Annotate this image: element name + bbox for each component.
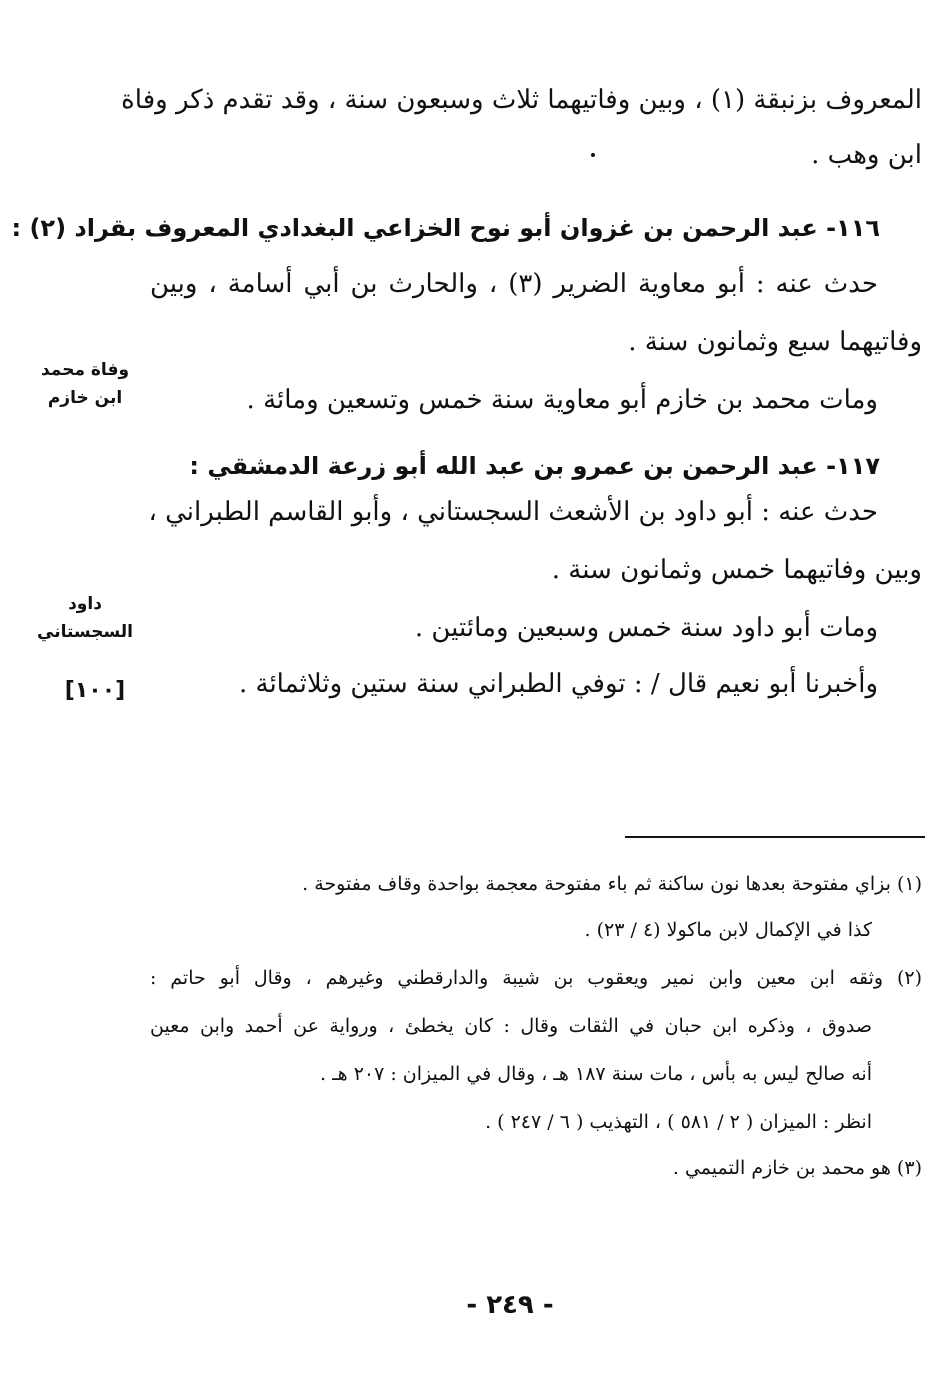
footnote-2-line-1: (٢) وثقه ابن معين وابن نمير ويعقوب بن شيبة والدارقطني وغيرهم ، وقال أبو حاتم :: [150, 967, 922, 989]
margin-note-2-line-1: داود: [68, 594, 102, 614]
margin-note-death-muhammad: [20, 356, 150, 412]
entry-heading-117: ١١٧- عبد الرحمن بن عمرو بن عبد الله أبو زرعة الدمشقي :: [189, 452, 880, 480]
stray-dot: [591, 153, 595, 157]
footnote-separator: [625, 836, 925, 838]
body-line-4: وفاتيهما سبع وثمانون سنة .: [628, 327, 922, 357]
margin-note-1-line-1: وفاة محمد: [40, 360, 130, 380]
margin-note-2-line-2: السجستاني: [37, 622, 133, 642]
margin-note-dawud: [20, 590, 150, 646]
footnote-2-line-3: أنه صالح ليس به بأس ، مات سنة ١٨٧ هـ ، وقال في الميزان : ٢٠٧ هـ .: [319, 1063, 872, 1085]
entry-heading-116: ١١٦- عبد الرحمن بن غزوان أبو نوح الخزاعي البغدادي المعروف بقراد (٢) :: [11, 214, 880, 242]
manuscript-folio-marker: [١٠٠]: [64, 678, 126, 703]
footnote-3-line-1: (٣) هو محمد بن خازم التميمي .: [672, 1157, 922, 1179]
body-line-6: حدث عنه : أبو داود بن الأشعث السجستاني ، وأبو القاسم الطبراني ،: [148, 497, 878, 527]
footnote-2-line-2: صدوق ، وذكره ابن حبان في الثقات وقال : كان يخطئ ، ورواية عن أحمد وابن معين: [150, 1015, 872, 1037]
body-line-8: ومات أبو داود سنة خمس وسبعين ومائتين .: [414, 613, 878, 643]
body-line-7: وبين وفاتيهما خمس وثمانون سنة .: [551, 555, 922, 585]
body-line-2: ابن وهب .: [811, 140, 922, 170]
page-number: - ٢٤٩ -: [466, 1290, 554, 1320]
footnote-1-line-2: كذا في الإكمال لابن ماكولا (٤ / ٢٣) .: [584, 919, 872, 941]
margin-note-1-line-2: ابن خازم: [47, 388, 123, 408]
body-line-9: وأخبرنا أبو نعيم قال / : توفي الطبراني سنة ستين وثلاثمائة .: [238, 669, 878, 699]
footnote-2-line-4: انظر : الميزان ( ٢ / ٥٨١ ) ، التهذيب ( ٦ / ٢٤٧ ) .: [485, 1111, 872, 1133]
body-line-3: حدث عنه : أبو معاوية الضرير (٣) ، والحارث بن أبي أسامة ، وبين: [150, 269, 878, 299]
footnote-1-line-1: (١) بزاي مفتوحة بعدها نون ساكنة ثم باء مفتوحة معجمة بواحدة وقاف مفتوحة .: [302, 873, 922, 895]
body-line-5: ومات محمد بن خازم أبو معاوية سنة خمس وتسعين ومائة .: [246, 385, 878, 415]
body-line-1: المعروف بزنبقة (١) ، وبين وفاتيهما ثلاث وسبعون سنة ، وقد تقدم ذكر وفاة: [121, 85, 922, 115]
